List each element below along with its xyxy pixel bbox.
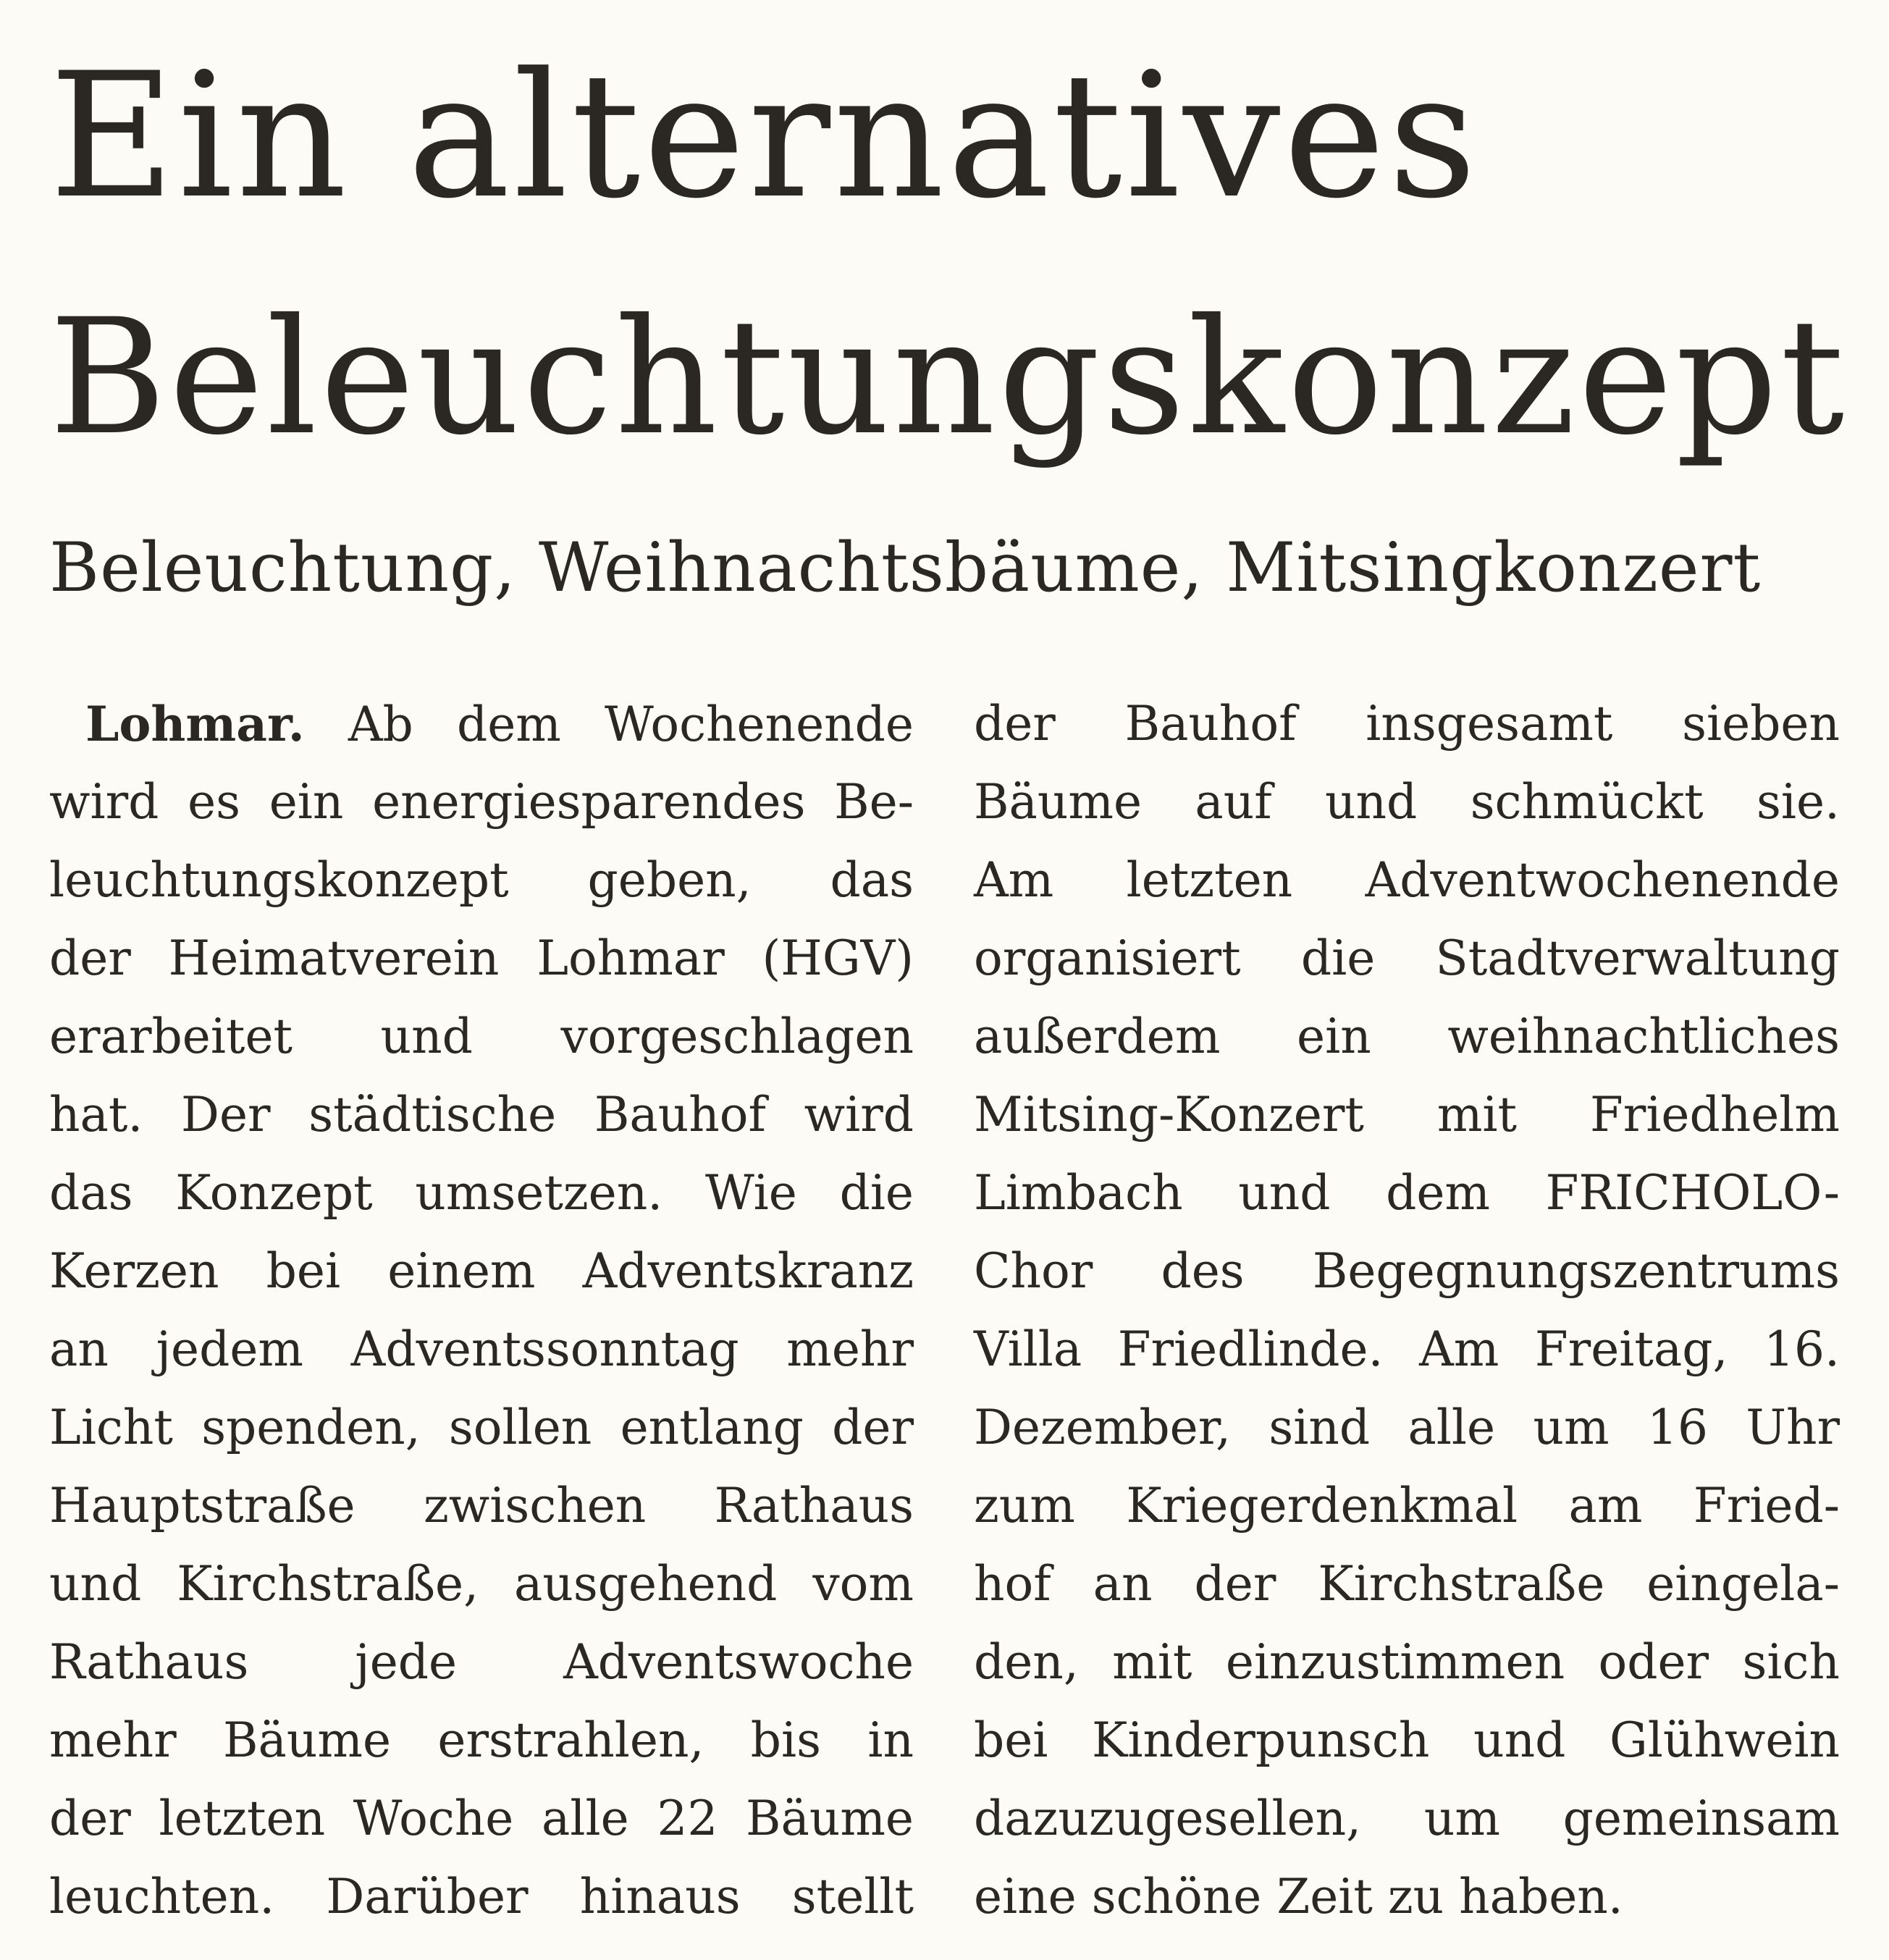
body-line: Am letzten Adventwochenende	[974, 852, 1840, 908]
body-line: dazuzugesellen, um gemeinsam	[974, 1791, 1840, 1846]
subheadline: Beleuchtung, Weihnachtsbäume, Mitsingkonzert	[49, 529, 1762, 607]
body-line: Chor des Begegnungszentrums	[974, 1243, 1840, 1299]
body-line: das Konzept umsetzen. Wie die	[49, 1165, 914, 1221]
body-line: Licht spenden, sollen entlang der	[49, 1400, 914, 1455]
body-line: bei Kinderpunsch und Glühwein	[974, 1712, 1840, 1768]
headline	[49, 16, 1859, 498]
body-line: Mitsing-Konzert mit Friedhelm	[974, 1087, 1840, 1143]
body-line: hat. Der städtische Bauhof wird	[49, 1087, 914, 1143]
body-line: Limbach und dem FRICHOLO-	[974, 1165, 1840, 1221]
body-line: wird es ein energiesparendes Be-	[49, 774, 914, 830]
body-line: der Heimatverein Lohmar (HGV)	[49, 930, 914, 986]
body-line: und Kirchstraße, ausgehend vom	[49, 1556, 914, 1612]
article-column-left	[49, 685, 914, 1936]
body-line: der letzten Woche alle 22 Bäume	[49, 1791, 914, 1846]
body-line: hof an der Kirchstraße eingela-	[974, 1556, 1840, 1612]
body-line: leuchten. Darüber hinaus stellt	[49, 1869, 914, 1925]
body-line: leuchtungskonzept geben, das	[49, 852, 914, 908]
body-line: Hauptstraße zwischen Rathaus	[49, 1478, 914, 1534]
body-line: Kerzen bei einem Adventskranz	[49, 1243, 914, 1299]
body-line: Dezember, sind alle um 16 Uhr	[974, 1400, 1840, 1455]
body-text: Ab dem Wochenende	[304, 697, 914, 752]
body-line: Rathaus jede Adventswoche	[49, 1634, 914, 1690]
body-line: an jedem Adventssonntag mehr	[49, 1321, 914, 1377]
body-line: der Bauhof insgesamt sieben	[974, 696, 1840, 752]
body-line: außerdem ein weihnachtliches	[974, 1009, 1840, 1064]
body-line	[49, 685, 914, 763]
body-line: Bäume auf und schmückt sie.	[974, 774, 1840, 830]
body-line: erarbeitet und vorgeschlagen	[49, 1009, 914, 1064]
body-line: zum Kriegerdenkmal am Fried-	[974, 1478, 1840, 1534]
body-line: Villa Friedlinde. Am Freitag, 16.	[974, 1321, 1840, 1377]
body-line: eine schöne Zeit zu haben.	[974, 1869, 1623, 1925]
headline-line-2: Beleuchtungskonzept	[49, 285, 1848, 470]
body-line: den, mit einzustimmen oder sich	[974, 1634, 1840, 1690]
article-column-right	[974, 685, 1840, 1936]
headline-line-1: Ein alternatives	[49, 36, 1480, 237]
dateline: Lohmar.	[85, 696, 305, 752]
body-line: organisiert die Stadtverwaltung	[974, 930, 1840, 986]
body-line: mehr Bäume erstrahlen, bis in	[49, 1712, 914, 1768]
